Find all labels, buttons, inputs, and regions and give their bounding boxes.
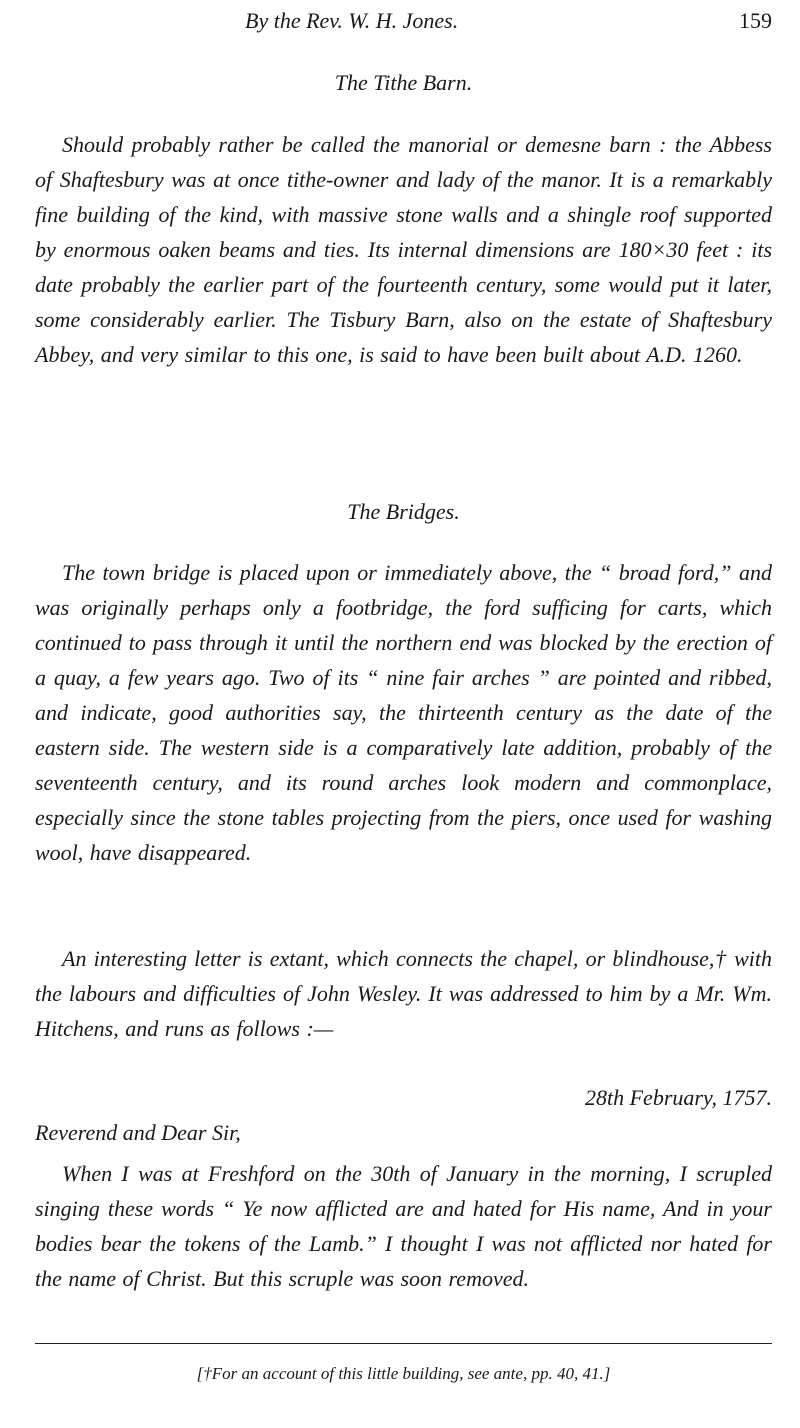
running-head [35, 8, 772, 38]
section-heading-bridges: The Bridges. [347, 499, 460, 524]
paragraph-town-bridge: The town bridge is placed upon or immediately above, the “ broad ford,” and was originally perhaps only a footbridge, the ford sufficing for carts, which continued to pass through it until the northern end was blocked by the erection of a quay, a few years ago. Two of its “ nine fair arches ” are pointed and ribbed, and indicate, good authorities say, the thirteenth century as the date of the eastern side. The western side is a comparatively late addition, probably of the seventeenth century, and its round arches look modern and commonplace, especially since the stone tables projecting from the piers, once used for washing wool, have disappeared. [35, 560, 772, 865]
running-head-title: By the Rev. W. H. Jones. [245, 8, 459, 33]
footnote: [†For an account of this little building, see ante, pp. 40, 41.] [196, 1364, 611, 1383]
letter-body: When I was at Freshford on the 30th of January in the morning, I scrupled singing these words “ Ye now afflicted are and hated for His name, And in your bodies bear the tokens of the Lamb.” I thought I was not afflicted nor hated for the name of Christ. But this scruple was soon removed. [35, 1161, 772, 1291]
page-number: 159 [739, 8, 772, 33]
paragraph-tithe-barn: Should probably rather be called the manorial or demesne barn : the Abbess of Shaftesbury was at once tithe-owner and lady of the manor. It is a remarkably fine building of the kind, with massive stone walls and a shingle roof supported by enormous oaken beams and ties. Its internal dimensions are 180×30 feet : its date probably the earlier part of the fourteenth century, some would put it later, some considerably earlier. The Tisbury Barn, also on the estate of Shaftesbury Abbey, and very similar to this one, is said to have been built about A.D. 1260. [35, 132, 772, 367]
letter-salutation: Reverend and Dear Sir, [35, 1120, 241, 1145]
footnote-divider [35, 1343, 772, 1344]
document-page [35, 0, 772, 1428]
letter-date: 28th February, 1757. [585, 1085, 772, 1110]
section-heading-tithe-barn: The Tithe Barn. [334, 70, 473, 95]
paragraph-wesley-letter-intro: An interesting letter is extant, which connects the chapel, or blindhouse,† with the labours and difficulties of John Wesley. It was addressed to him by a Mr. Wm. Hitchens, and runs as follows :— [35, 946, 772, 1041]
